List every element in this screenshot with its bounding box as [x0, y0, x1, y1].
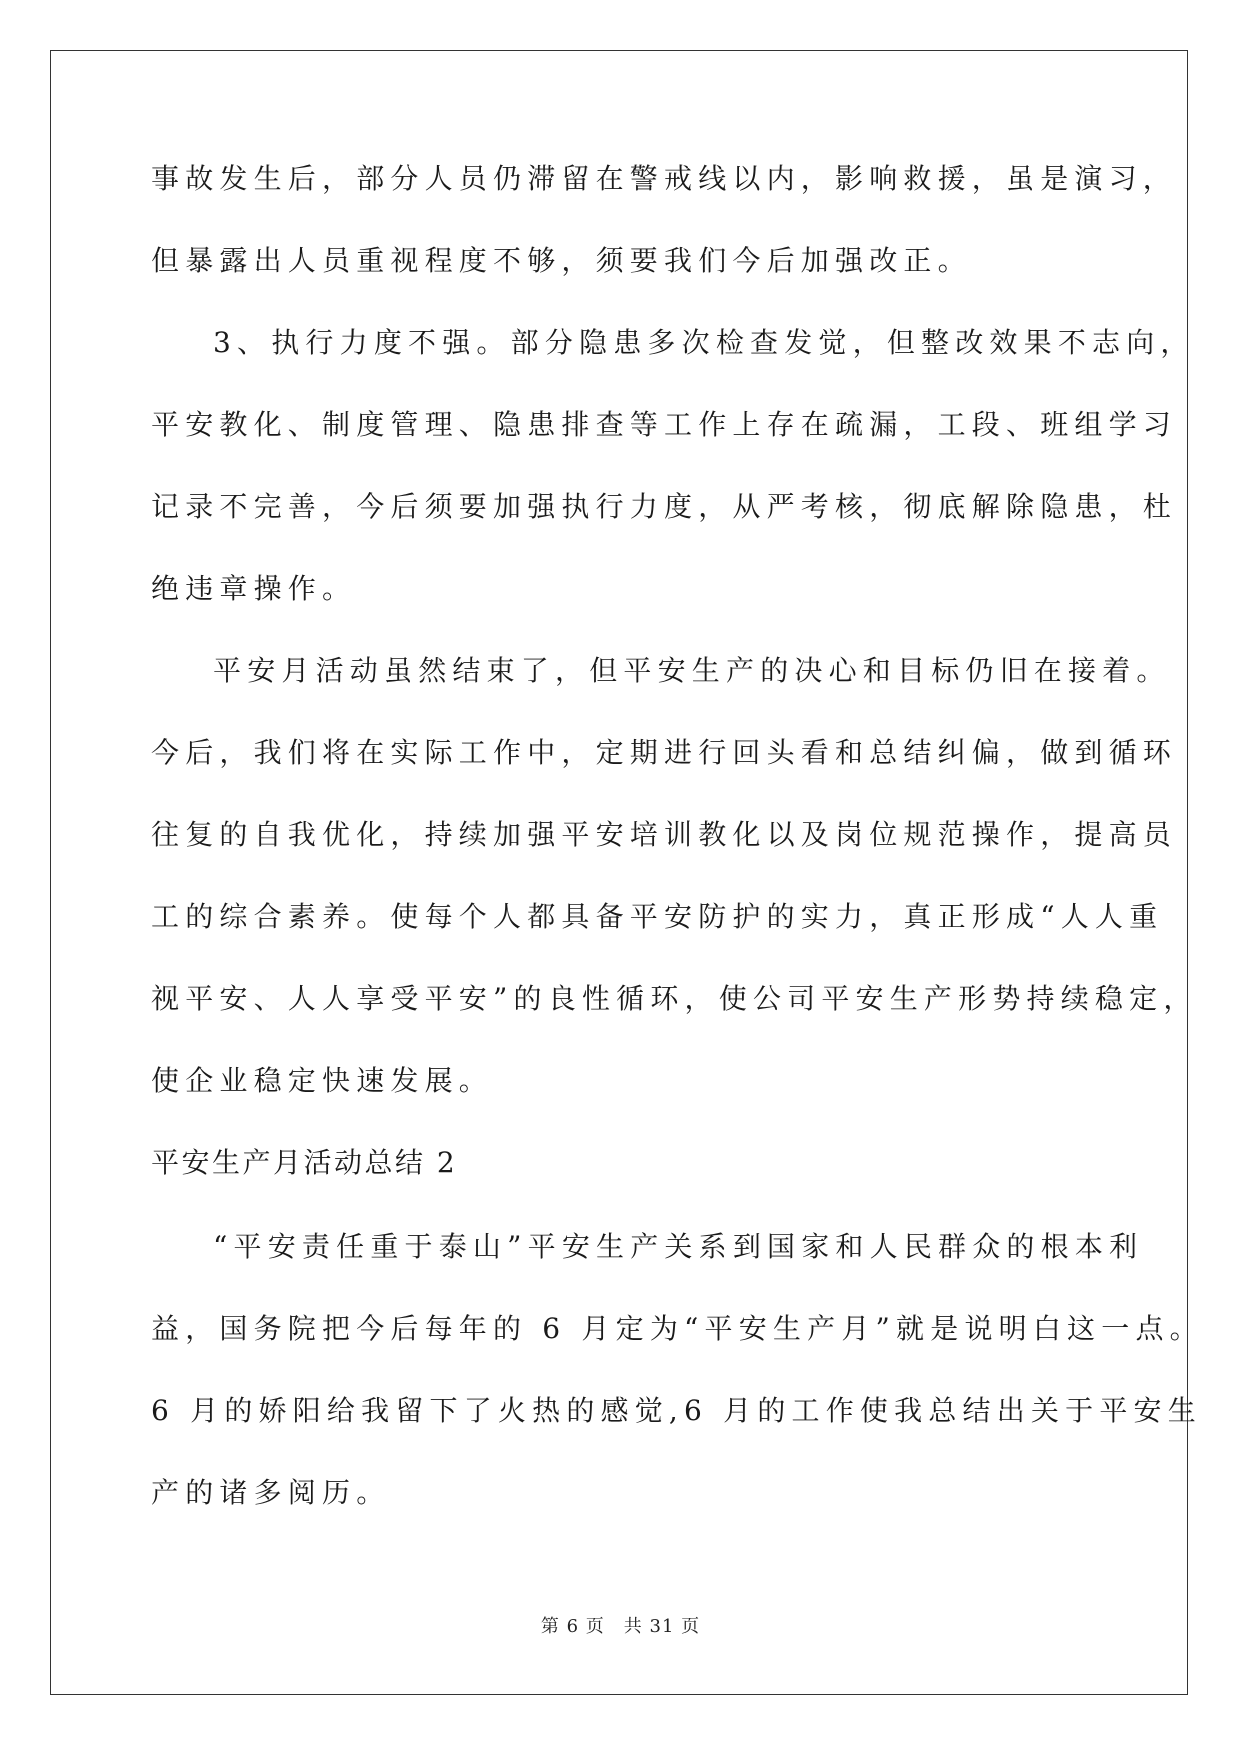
section-heading: 平安生产月活动总结 2 [151, 1146, 458, 1179]
text-line: 平安月活动虽然结束了，但平安生产的决心和目标仍旧在接着。 [213, 654, 1171, 687]
text-line: 工的综合素养。使每个人都具备平安防护的实力，真正形成“人人重 [151, 900, 1164, 933]
text-line: 平安教化、制度管理、隐患排查等工作上存在疏漏，工段、班组学习 [151, 408, 1178, 441]
text-line: “平安责任重于泰山”平安生产关系到国家和人民群众的根本利 [213, 1230, 1144, 1263]
text-line: 绝违章操作。 [151, 572, 357, 605]
document-body [151, 162, 1204, 1560]
text-line: 记录不完善，今后须要加强执行力度，从严考核，彻底解除隐患，杜 [151, 490, 1178, 523]
text-line: 3、执行力度不强。部分隐患多次检查发觉，但整改效果不志向， [213, 326, 1195, 359]
text-line: 但暴露出人员重视程度不够，须要我们今后加强改正。 [151, 244, 972, 277]
text-line: 往复的自我优化，持续加强平安培训教化以及岗位规范操作，提高员 [151, 818, 1178, 851]
text-line: 益，国务院把今后每年的 6 月定为“平安生产月”就是说明白这一点。 [151, 1312, 1204, 1345]
text-line: 今后，我们将在实际工作中，定期进行回头看和总结纠偏，做到循环 [151, 736, 1178, 769]
text-line: 6 月的娇阳给我留下了火热的感觉,6 月的工作使我总结出关于平安生 [151, 1394, 1202, 1427]
text-line: 视平安、人人享受平安”的良性循环，使公司平安生产形势持续稳定， [151, 982, 1198, 1015]
text-line: 产的诸多阅历。 [151, 1476, 391, 1509]
text-line: 使企业稳定快速发展。 [151, 1064, 494, 1097]
text-line: 事故发生后，部分人员仍滞留在警戒线以内，影响救援，虽是演习， [151, 162, 1178, 195]
page-number: 第 6 页 共 31 页 [540, 1616, 701, 1637]
